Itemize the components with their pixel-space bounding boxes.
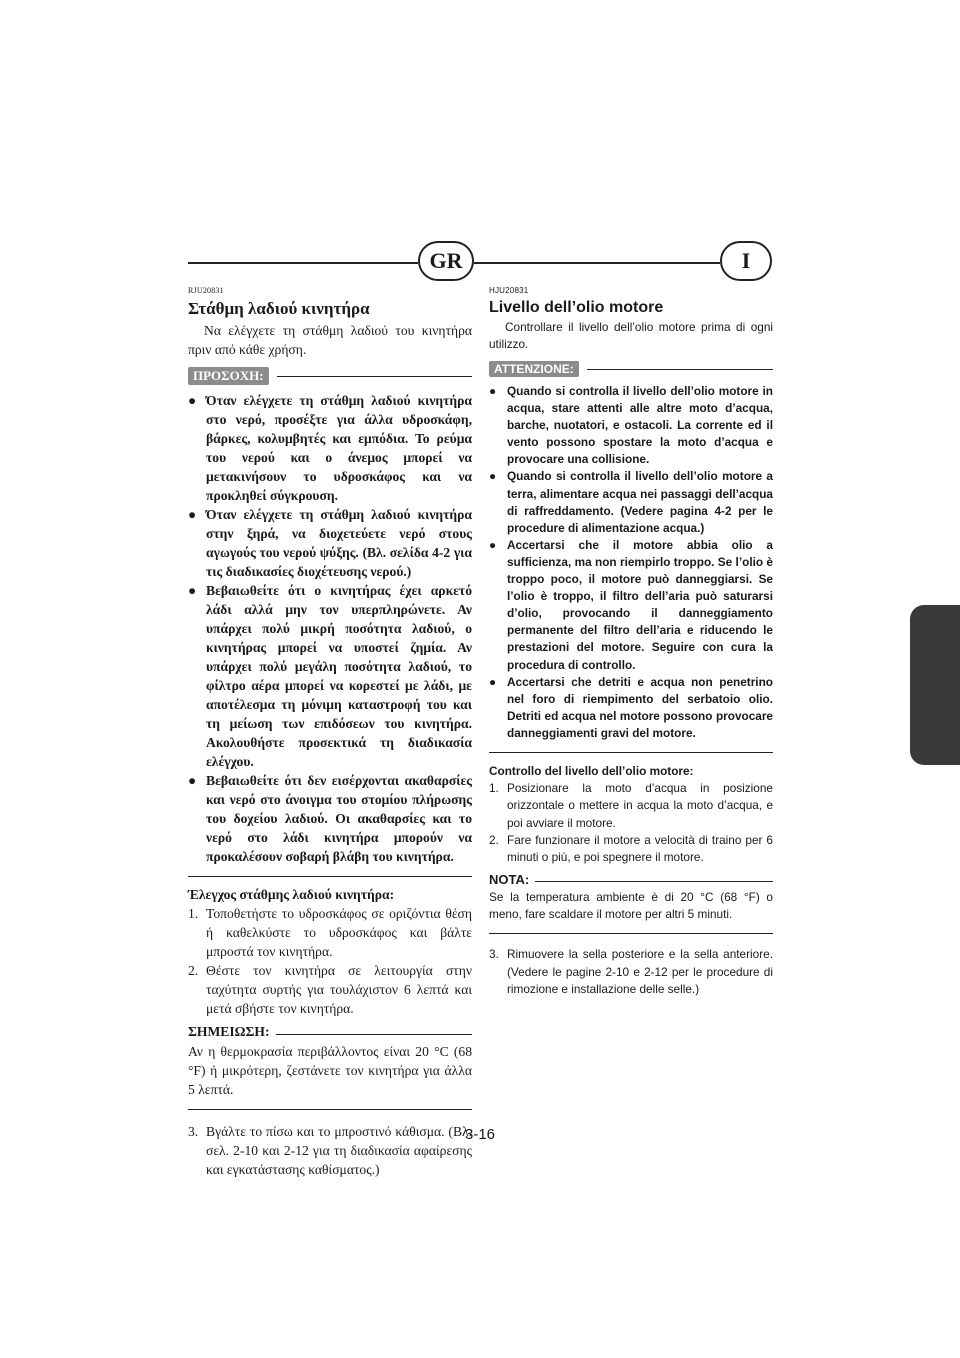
list-item-text: Όταν ελέγχετε τη στάθμη λαδιού κινητήρα στο νερό, προσέξτε για άλλα υδροσκάφη, βάρκες, κολυμβητές και εμπόδια. Το ρεύμα του νερού και ο άνεμος μπορεί να μετακινήσουν το υδροσκάφος και να προκληθεί σύγκρουση.	[206, 393, 472, 503]
list-item-text: Accertarsi che il motore abbia olio a sufficienza, ma non riempirlo troppo. Se l’olio è troppo poco, il motore può danneggiarsi. Se l’olio è troppo, il filtro dell’aria può saturarsi d’olio, provocando il danneggiamento permanente del filtro dell’aria e riducendo le prestazioni del motore. Seguire con cura la procedura di controllo.	[507, 537, 773, 672]
list-item-text: Quando si controlla il livello dell’olio motore a terra, alimentare acqua nei passaggi dell’acqua di raffreddamento. (Vedere pagina 4-2 per le procedure di alimentazione acqua.)	[507, 469, 773, 535]
step-text: Posizionare la moto d’acqua in posizione orizzontale o mettere in acqua la moto d’acqua, e poi avviare il motore.	[507, 780, 773, 830]
section-title: Livello dell’olio motore	[489, 299, 664, 316]
step-item	[489, 780, 773, 832]
step-text: Τοποθετήστε το υδροσκάφος σε οριζόντια θέση ή καθελκύστε το υδροσκάφος και βάλτε μπροστά τον κινητήρα.	[206, 906, 472, 959]
page-number: 3-16	[464, 1126, 496, 1143]
step-text: Rimuovere la sella posteriore e la sella anteriore. (Vedere le pagine 2-10 e 2-12 per le procedure di rimozione e installazione delle selle.)	[507, 947, 773, 997]
list-item	[188, 771, 472, 866]
step-number: 3.	[188, 1124, 199, 1139]
intro-text: Controllare il livello dell’olio motore prima di ogni utilizzo.	[489, 320, 773, 351]
list-item-text: Βεβαιωθείτε ότι ο κινητήρας έχει αρκετό λάδι αλλά μην τον υπερπληρώνετε. Αν υπάρχει πολύ μικρή ποσότητα λαδιού, ο κινητήρας μπορεί να υποστεί ζημία. Αν υπάρχει πολύ μεγάλη ποσότητα λαδιού, το φίλτρο αέρα μπορεί να κορεστεί με λάδι, με αποτέλεσμα τη μόνιμη καταστροφή του και τη μείωση των επιδόσεων του κινητήρα. Ακολουθήστε προσεκτικά τη διαδικασία ελέγχου.	[206, 583, 472, 769]
step-item	[188, 961, 472, 1018]
lang-badge-gr	[418, 241, 474, 281]
caution-header	[188, 367, 472, 385]
step-number: 1.	[489, 780, 499, 795]
note-header	[489, 872, 773, 887]
caution-list	[489, 383, 773, 742]
step-number: 1.	[188, 906, 199, 921]
step-number: 2.	[489, 832, 499, 847]
step-item	[489, 946, 773, 998]
list-item	[489, 468, 773, 536]
caution-rule	[587, 369, 773, 370]
list-item-text: Βεβαιωθείτε ότι δεν εισέρχονται ακαθαρσίες και νερό στο άνοιγμα του στομίου πλήρωσης του δοχείου λαδιού. Οι ακαθαρσίες και το νερό στο λάδι κινητήρα μπορούν να προκαλέσουν σοβαρή βλάβη του κινητήρα.	[206, 773, 472, 864]
caution-end-rule	[489, 752, 773, 753]
step-number: 3.	[489, 947, 499, 962]
caution-header	[489, 361, 773, 377]
section-title: Στάθμη λαδιού κινητήρα	[188, 299, 370, 318]
caution-label: ΠΡΟΣΟΧΗ:	[188, 367, 269, 385]
caution-label: ATTENZIONE:	[489, 361, 579, 377]
check-title: Έλεγχος στάθμης λαδιού κινητήρα:	[188, 887, 395, 902]
note-text: Se la temperatura ambiente è di 20 °C (68 °F) o meno, fare scaldare il motore per altri 5 minuti.	[489, 890, 773, 922]
bullet-icon: ●	[188, 393, 197, 408]
bullet-icon: ●	[188, 507, 197, 522]
step-text: Fare funzionare il motore a velocità di traino per 6 minuti o più, e poi spegnere il motore.	[507, 832, 773, 865]
list-item	[489, 674, 773, 742]
header-rule-middle	[474, 262, 720, 264]
lang-badge-i-label: I	[741, 248, 751, 273]
steps-list	[489, 780, 773, 866]
bullet-icon: ●	[489, 384, 497, 398]
bullet-icon: ●	[489, 469, 497, 484]
section-code: RJU20831	[188, 286, 224, 295]
lang-badge-gr-label: GR	[429, 248, 463, 273]
caution-rule	[277, 376, 472, 377]
note-text: Αν η θερμοκρασία περιβάλλοντος είναι 20 °C (68 °F) ή μικρότερη, ζεστάνετε τον κινητήρα για άλλα 5 λεπτά.	[188, 1044, 472, 1097]
note-rule	[535, 881, 773, 882]
bullet-icon: ●	[489, 537, 497, 552]
note-label: NOTA:	[489, 872, 530, 888]
intro-text: Να ελέγχετε τη στάθμη λαδιού του κινητήρα πριν από κάθε χρήση.	[188, 323, 472, 357]
caution-end-rule	[188, 876, 472, 877]
step-number: 2.	[188, 963, 199, 978]
list-item-text: Accertarsi che detriti e acqua non penetrino nel foro di riempimento del serbatoio olio. Detriti ed acqua nel motore possono provocare danneggiamenti gravi del motore.	[507, 674, 773, 740]
steps-list	[188, 904, 472, 1018]
section-code: HJU20831	[489, 286, 529, 295]
step-item	[188, 904, 472, 961]
step-item	[489, 832, 773, 867]
note-rule	[276, 1034, 472, 1035]
italian-column	[489, 286, 773, 998]
header-rule-left	[188, 262, 418, 264]
list-item-text: Όταν ελέγχετε τη στάθμη λαδιού κινητήρα στην ξηρά, να διοχετεύετε νερό στους αγωγούς του νερού ψύξης. (Βλ. σελίδα 4-2 για τις διαδικασίες διοχέτευσης νερού.)	[206, 507, 472, 579]
caution-list	[188, 391, 472, 866]
list-item	[188, 391, 472, 505]
list-item	[489, 383, 773, 468]
steps-list-continued	[489, 946, 773, 998]
list-item	[489, 537, 773, 674]
note-header	[188, 1024, 472, 1040]
step-text: Θέστε τον κινητήρα σε λειτουργία στην ταχύτητα συρτής για τουλάχιστον 6 λεπτά και μετά σβήστε τον κινητήρα.	[206, 963, 472, 1016]
step-text: Βγάλτε το πίσω και το μπροστινό κάθισμα. (Βλ. σελ. 2-10 και 2-12 για τη διαδικασία αφαίρεσης και εγκατάστασης καθίσματος.)	[206, 1124, 472, 1177]
bullet-icon: ●	[489, 674, 497, 689]
list-item-text: Quando si controlla il livello dell’olio motore in acqua, stare attenti alle altre moto d’acqua, barche, nuotatori, e ostacoli. La corrente ed il vento possono spostare la moto d’acqua e provocare una collisione.	[507, 384, 773, 467]
bullet-icon: ●	[188, 583, 197, 598]
check-title: Controllo del livello dell’olio motore:	[489, 763, 694, 778]
chapter-tab	[910, 605, 960, 765]
greek-column	[188, 286, 472, 1179]
list-item	[188, 581, 472, 771]
list-item	[188, 505, 472, 581]
bullet-icon: ●	[188, 773, 197, 788]
note-label: ΣΗΜΕΙΩΣΗ:	[188, 1024, 270, 1039]
lang-badge-i	[720, 241, 772, 281]
